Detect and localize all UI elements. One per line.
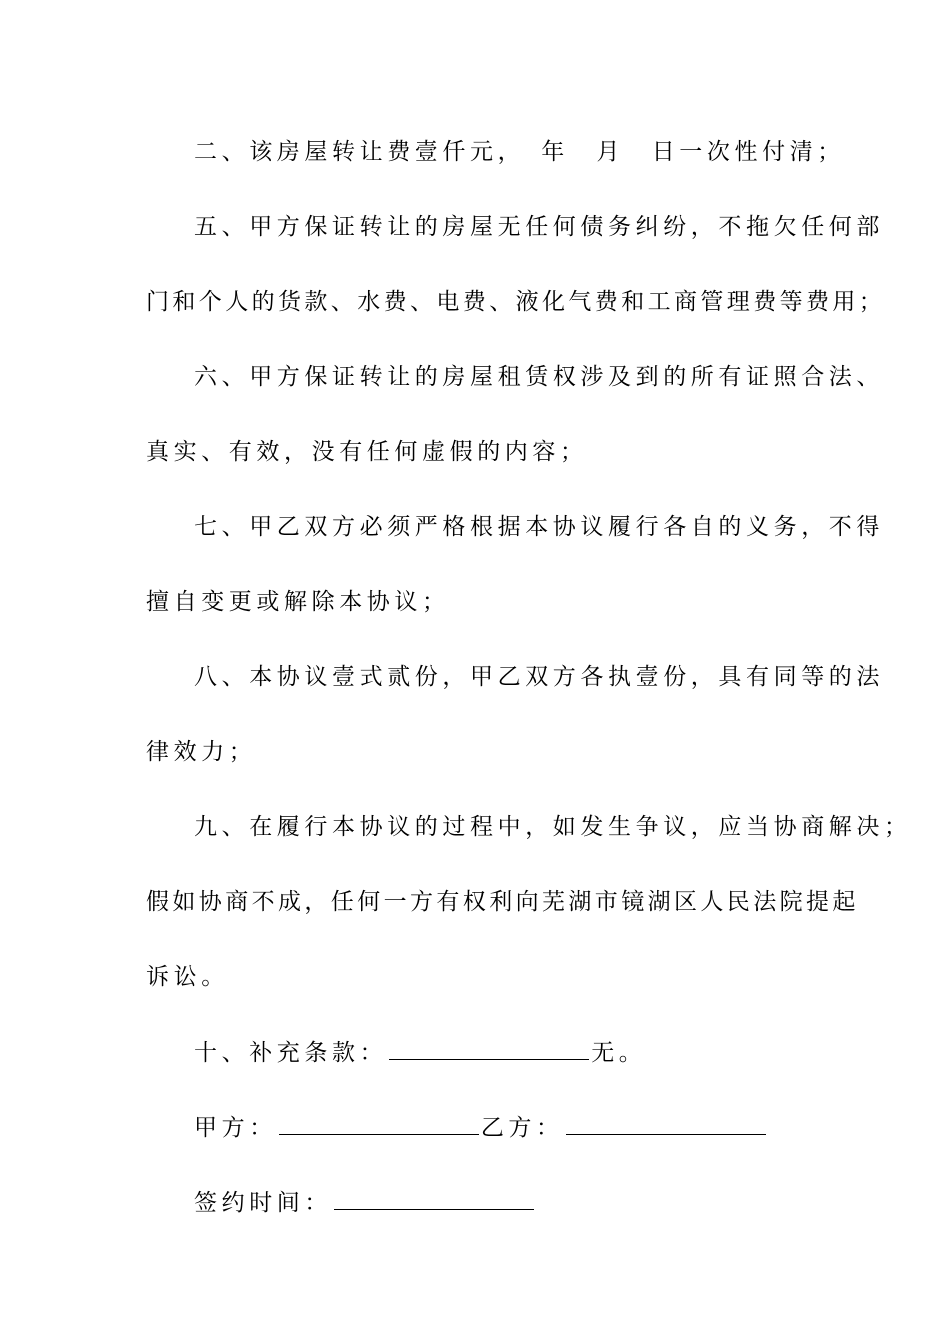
supplement-blank-field[interactable] — [389, 1037, 589, 1060]
clause-6-line-2: 真实、有效，没有任何虚假的内容； — [146, 439, 588, 465]
clause-8-line-2: 律效力； — [146, 739, 257, 765]
clause-8-line-1: 八、本协议壹式贰份，甲乙双方各执壹份，具有同等的法 — [194, 664, 884, 690]
signing-date-line — [194, 1187, 536, 1218]
clause-9-line-3: 诉讼。 — [146, 964, 229, 990]
clause-7-line-1: 七、甲乙双方必须严格根据本协议履行各自的义务，不得 — [194, 514, 884, 540]
party-b-blank-field[interactable] — [566, 1112, 766, 1135]
supplement-clause — [194, 1037, 646, 1068]
signing-date-label: 签约时间： — [194, 1190, 332, 1216]
clause-9-line-1: 九、在履行本协议的过程中，如发生争议，应当协商解决； — [194, 814, 912, 840]
clause-5-line-2: 门和个人的货款、水费、电费、液化气费和工商管理费等费用； — [146, 289, 886, 315]
clause-2: 二、该房屋转让费壹仟元， 年 月 日一次性付清； — [194, 139, 845, 165]
party-signature-line — [194, 1112, 768, 1143]
clause-9-line-2: 假如协商不成，任何一方有权利向芜湖市镜湖区人民法院提起 — [146, 889, 859, 915]
party-b-label: 乙方： — [480, 1115, 564, 1141]
supplement-label: 十、补充条款： — [194, 1040, 388, 1066]
clause-6-line-1: 六、甲方保证转让的房屋租赁权涉及到的所有证照合法、 — [194, 364, 884, 390]
party-a-blank-field[interactable] — [279, 1112, 479, 1135]
party-a-label: 甲方： — [194, 1115, 277, 1141]
signing-date-blank-field[interactable] — [334, 1187, 534, 1210]
clause-5-line-1: 五、甲方保证转让的房屋无任何债务纠纷，不拖欠任何部 — [194, 214, 884, 240]
clause-7-line-2: 擅自变更或解除本协议； — [146, 589, 450, 615]
supplement-value: 无。 — [591, 1040, 647, 1066]
